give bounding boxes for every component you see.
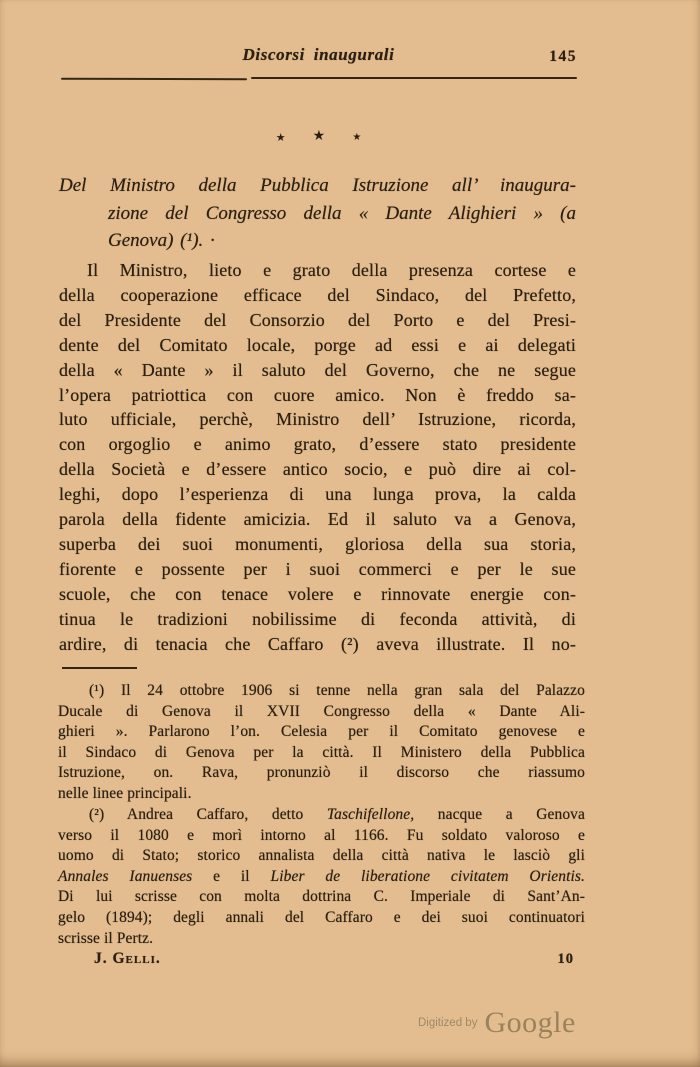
- header-rule-left: [61, 78, 247, 81]
- footnote-1: (¹) Il 24 ottobre 1906 si tenne nella gran sala del Palazzo Ducale di Genova il XVII Congresso della « Dante Ali- ghieri ». Parlarono l’on. Celesia per il Comitato genovese e il Sindaco di Genova per la città. Il Ministero della Pubblica Istruzione, on. Rava, pronunziò il discorso che riassumo nelle linee principali.: [58, 682, 585, 802]
- running-head-title: Discorsi inaugurali: [242, 45, 395, 64]
- star-ornament: [60, 127, 577, 146]
- header-rule-right: [251, 77, 577, 79]
- author-signature: J. Gelli.: [94, 950, 161, 967]
- star-icon: ★: [312, 128, 326, 144]
- sheet-number: 10: [557, 951, 574, 967]
- star-icon: ★: [352, 132, 362, 143]
- footnote-separator-rule: [62, 667, 137, 669]
- footnote-2: (²) Andrea Caffaro, detto Taschifellone, nacque a Genova verso il 1080 e morì intorno al 1166. Fu soldato valoroso e uomo di Stato; storico annalista della città nativa le lasciò gli Annales Ianuenses e il Liber de liberatione civitatem Orientis. Di lui scrisse con molta dottrina C. Imperiale di Sant’An- gelo (1894); degli annali del Caffaro e dei suoi continuatori scrisse il Pertz.: [58, 806, 586, 947]
- star-icon: ★: [275, 131, 286, 144]
- watermark-prefix-text: Digitized by: [418, 1017, 478, 1029]
- google-logo: Google: [484, 1006, 576, 1039]
- body-paragraph: Il Ministro, lieto e grato della presenza cortese e della cooperazione efficace del Sindaco, del Prefetto, del Presidente del Consorzio del Porto e del Presi- dente del Comitato locale, porge ad essi e ai delegati della « Dante » il saluto del Governo, che ne segue l’opera patriottica con cuore amico. Non è freddo sa- luto ufficiale, perchè, Ministro dell’ Istruzione, ricorda, con orgoglio e animo grato, d’essere stato presidente della Società e d’essere antico socio, e può dire ai col- leghi, dopo l’esperienza di una lunga prova, la calda parola della fidente amicizia. Ed il saluto va a Genova, superba dei suoi monumenti, gloriosa della sua storia, fiorente e possente per i suoi commerci e per le sue scuole, che con tenace volere e rinnovate energie con- tinua le tradizioni nobilissime di feconda attività, di ardire, di tenacia che Caffaro (²) aveva illustrate. Il no-: [59, 260, 576, 654]
- google-watermark: [418, 1008, 576, 1038]
- section-heading: Del Ministro della Pubblica Istruzione all’ inaugura- zione del Congresso della « Dante Alighieri » (a Genova) (¹). ·: [59, 175, 576, 251]
- page-number: 145: [549, 48, 577, 65]
